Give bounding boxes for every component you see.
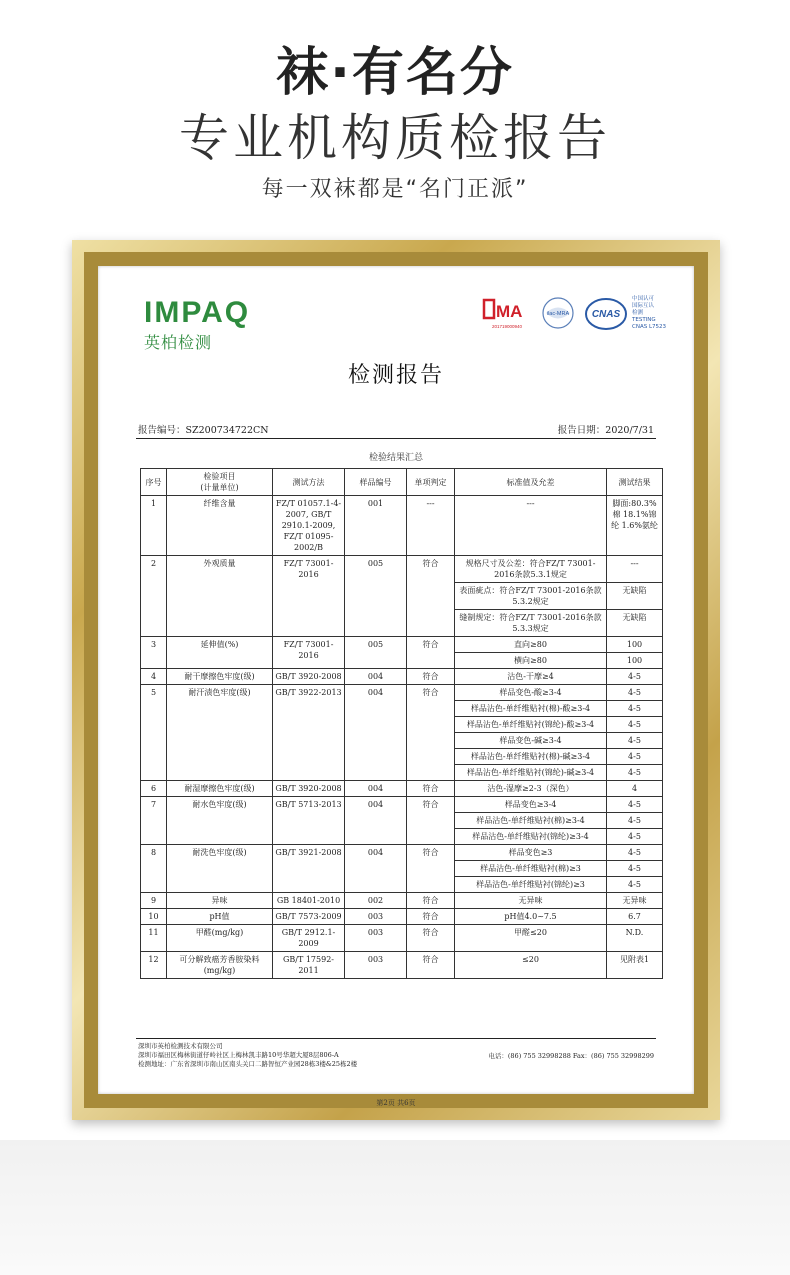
row-number-cell: 12 xyxy=(141,952,167,979)
verdict-cell: --- xyxy=(407,496,455,556)
row-number-cell: 5 xyxy=(141,685,167,781)
sample-number-cell: 005 xyxy=(345,637,407,669)
header-cell: 测试方法 xyxy=(273,469,345,496)
header-cell: 单项判定 xyxy=(407,469,455,496)
test-item-cell: 外观质量 xyxy=(167,556,273,637)
test-method-cell: GB/T 3920-2008 xyxy=(273,669,345,685)
standard-cell: 样品沾色-单纤维贴衬(锦纶)≥3-4 xyxy=(455,829,607,845)
standard-cell: 沾色-干摩≥4 xyxy=(455,669,607,685)
cnas-label: CNAS xyxy=(591,309,621,320)
verdict-cell: 符合 xyxy=(407,952,455,979)
result-cell: 100 xyxy=(607,637,663,653)
result-cell: 4-5 xyxy=(607,829,663,845)
result-cell: 无缺陷 xyxy=(607,583,663,610)
standard-cell: 甲醛≤20 xyxy=(455,925,607,952)
test-item-cell: 甲醛(mg/kg) xyxy=(167,925,273,952)
sample-number-cell: 004 xyxy=(345,797,407,845)
ilac-label: ilac-MRA xyxy=(546,311,570,317)
result-cell: 4-5 xyxy=(607,685,663,701)
result-cell: 4-5 xyxy=(607,733,663,749)
results-table xyxy=(140,468,663,979)
standard-cell: 样品沾色-单纤维贴衬(棉)≥3-4 xyxy=(455,813,607,829)
header-cell: 标准值及允差 xyxy=(455,469,607,496)
verdict-cell: 符合 xyxy=(407,925,455,952)
test-item-cell: 纤维含量 xyxy=(167,496,273,556)
table-row xyxy=(141,781,663,797)
cma-number: 201719000940 xyxy=(491,324,523,329)
hero-tagline: 每一双袜都是“名门正派” xyxy=(261,177,529,202)
row-number-cell: 4 xyxy=(141,669,167,685)
standard-cell: 横向≥80 xyxy=(455,653,607,669)
verdict-cell: 符合 xyxy=(407,669,455,685)
test-method-cell: GB/T 7573-2009 xyxy=(273,909,345,925)
standard-cell: 直向≥80 xyxy=(455,637,607,653)
verdict-cell: 符合 xyxy=(407,685,455,781)
standard-cell: 样品变色≥3-4 xyxy=(455,797,607,813)
gold-picture-frame xyxy=(72,240,720,1120)
test-item-cell: 耐汗渍色牢度(级) xyxy=(167,685,273,781)
sample-number-cell: 003 xyxy=(345,925,407,952)
table-row xyxy=(141,845,663,861)
cma-certification-icon xyxy=(480,296,534,332)
table-row xyxy=(141,952,663,979)
row-number-cell: 1 xyxy=(141,496,167,556)
standard-cell: 样品沾色-单纤维贴衬(棉)-酸≥3-4 xyxy=(455,701,607,717)
standard-cell: 样品沾色-单纤维贴衬(棉)-碱≥3-4 xyxy=(455,749,607,765)
result-cell: 见附表1 xyxy=(607,952,663,979)
sample-number-cell: 001 xyxy=(345,496,407,556)
hero-title: 袜·有名分 xyxy=(276,43,514,103)
test-item-cell: 可分解致癌芳香胺染料(mg/kg) xyxy=(167,952,273,979)
test-method-cell: GB/T 17592-2011 xyxy=(273,952,345,979)
row-number-cell: 7 xyxy=(141,797,167,845)
verdict-cell: 符合 xyxy=(407,637,455,669)
result-cell: 4-5 xyxy=(607,845,663,861)
impaq-logo-chinese: 英柏检测 xyxy=(144,333,213,352)
table-row xyxy=(141,556,663,583)
test-item-cell: 延伸值(%) xyxy=(167,637,273,669)
row-number-cell: 9 xyxy=(141,893,167,909)
verdict-cell: 符合 xyxy=(407,893,455,909)
test-method-cell: GB/T 2912.1-2009 xyxy=(273,925,345,952)
page-number: 第2页 共6页 xyxy=(376,1099,416,1107)
row-number-cell: 10 xyxy=(141,909,167,925)
sample-number-cell: 004 xyxy=(345,845,407,893)
standard-cell: ≤20 xyxy=(455,952,607,979)
row-number-cell: 3 xyxy=(141,637,167,669)
footer-address-block xyxy=(138,1042,357,1069)
verdict-cell: 符合 xyxy=(407,781,455,797)
sample-number-cell: 005 xyxy=(345,556,407,637)
verdict-cell: 符合 xyxy=(407,909,455,925)
standard-cell: 规格尺寸及公差：符合FZ/T 73001-2016条款5.3.1规定 xyxy=(455,556,607,583)
verdict-cell: 符合 xyxy=(407,797,455,845)
result-cell: 4-5 xyxy=(607,813,663,829)
sample-number-cell: 002 xyxy=(345,893,407,909)
standard-cell: 样品沾色-单纤维贴衬(棉)≥3 xyxy=(455,861,607,877)
standard-cell: 样品沾色-单纤维贴衬(锦纶)≥3 xyxy=(455,877,607,893)
test-report-document xyxy=(98,266,694,1107)
impaq-logo: IMPAQ xyxy=(144,296,251,329)
result-cell: 4-5 xyxy=(607,669,663,685)
sample-number-cell: 004 xyxy=(345,669,407,685)
row-number-cell: 11 xyxy=(141,925,167,952)
footer-address: 深圳市福田区梅林街道仔岭社区上梅林凯丰路10号华超大厦8层806-A xyxy=(138,1051,339,1059)
bottom-background-band xyxy=(0,1140,790,1275)
header-cell: 样品编号 xyxy=(345,469,407,496)
result-cell: N.D. xyxy=(607,925,663,952)
header-cell: 测试结果 xyxy=(607,469,663,496)
footer-company: 深圳市英柏检测技术有限公司 xyxy=(138,1042,223,1050)
table-row xyxy=(141,909,663,925)
test-item-cell: 耐干摩擦色牢度(级) xyxy=(167,669,273,685)
report-title: 检测报告 xyxy=(347,363,444,388)
table-row xyxy=(141,925,663,952)
footer-divider xyxy=(136,1038,656,1039)
sample-number-cell: 003 xyxy=(345,909,407,925)
result-cell: 4-5 xyxy=(607,765,663,781)
hero-subtitle: 专业机构质检报告 xyxy=(179,109,611,167)
standard-cell: 无异味 xyxy=(455,893,607,909)
cnas-certification-icon xyxy=(584,296,628,332)
sample-number-cell: 004 xyxy=(345,781,407,797)
result-cell: 无缺陷 xyxy=(607,610,663,637)
result-cell: 4-5 xyxy=(607,861,663,877)
verdict-cell: 符合 xyxy=(407,556,455,637)
result-cell: 6.7 xyxy=(607,909,663,925)
standard-cell: 表面疵点：符合FZ/T 73001-2016条款5.3.2规定 xyxy=(455,583,607,610)
standard-cell: 样品变色-酸≥3-4 xyxy=(455,685,607,701)
result-cell: 4-5 xyxy=(607,797,663,813)
test-item-cell: 耐洗色牢度(级) xyxy=(167,845,273,893)
standard-cell: pH值4.0~7.5 xyxy=(455,909,607,925)
table-row xyxy=(141,685,663,701)
result-cell: 4-5 xyxy=(607,749,663,765)
sample-number-cell: 004 xyxy=(345,685,407,781)
test-method-cell: GB/T 3922-2013 xyxy=(273,685,345,781)
header-divider xyxy=(136,438,656,439)
result-cell: 脚面:80.3%棉 18.1%锦纶 1.6%氨纶 xyxy=(607,496,663,556)
test-method-cell: GB 18401-2010 xyxy=(273,893,345,909)
result-cell: 无异味 xyxy=(607,893,663,909)
test-method-cell: FZ/T 01057.1-4-2007, GB/T 2910.1-2009, FZ/T 01095-2002/B xyxy=(273,496,345,556)
standard-cell: 样品沾色-单纤维贴衬(锦纶)-酸≥3-4 xyxy=(455,717,607,733)
cnas-accreditation-text: 中国认可 国际互认 检测 TESTING CNAS L7523 xyxy=(632,296,667,330)
sample-number-cell: 003 xyxy=(345,952,407,979)
standard-cell: --- xyxy=(455,496,607,556)
table-row xyxy=(141,893,663,909)
table-row xyxy=(141,496,663,556)
test-method-cell: FZ/T 73001-2016 xyxy=(273,637,345,669)
report-number: 报告编号：SZ200734722CN xyxy=(138,425,269,436)
test-item-cell: pH值 xyxy=(167,909,273,925)
test-item-cell: 耐水色牢度(级) xyxy=(167,797,273,845)
table-row xyxy=(141,637,663,653)
row-number-cell: 6 xyxy=(141,781,167,797)
row-number-cell: 2 xyxy=(141,556,167,637)
table-row xyxy=(141,669,663,685)
test-item-cell: 异味 xyxy=(167,893,273,909)
test-method-cell: GB/T 3921-2008 xyxy=(273,845,345,893)
table-header-row xyxy=(141,469,663,496)
standard-cell: 样品变色≥3 xyxy=(455,845,607,861)
verdict-cell: 符合 xyxy=(407,845,455,893)
header-cell: 检验项目 (计量单位) xyxy=(167,469,273,496)
report-date: 报告日期：2020/7/31 xyxy=(557,425,654,436)
cma-label: MA xyxy=(496,302,523,321)
summary-title: 检验结果汇总 xyxy=(368,453,423,463)
header-cell: 序号 xyxy=(141,469,167,496)
test-method-cell: GB/T 3920-2008 xyxy=(273,781,345,797)
standard-cell: 沾色-湿摩≥2-3（深色） xyxy=(455,781,607,797)
footer-contact: 电话：(86) 755 32998288 Fax：(86) 755 32998299 xyxy=(488,1052,654,1060)
result-cell: 4 xyxy=(607,781,663,797)
result-cell: 4-5 xyxy=(607,877,663,893)
result-cell: 4-5 xyxy=(607,717,663,733)
result-cell: --- xyxy=(607,556,663,583)
standard-cell: 缝制规定：符合FZ/T 73001-2016条款5.3.3规定 xyxy=(455,610,607,637)
result-cell: 100 xyxy=(607,653,663,669)
standard-cell: 样品沾色-单纤维贴衬(锦纶)-碱≥3-4 xyxy=(455,765,607,781)
standard-cell: 样品变色-碱≥3-4 xyxy=(455,733,607,749)
test-item-cell: 耐湿摩擦色牢度(级) xyxy=(167,781,273,797)
row-number-cell: 8 xyxy=(141,845,167,893)
test-method-cell: GB/T 5713-2013 xyxy=(273,797,345,845)
test-method-cell: FZ/T 73001-2016 xyxy=(273,556,345,637)
ilac-mra-certification-icon xyxy=(538,296,578,332)
footer-test-address: 检测地址：广东省深圳市南山区南头关口二路智恒产业园28栋3楼&25栋2楼 xyxy=(138,1060,358,1068)
result-cell: 4-5 xyxy=(607,701,663,717)
table-row xyxy=(141,797,663,813)
